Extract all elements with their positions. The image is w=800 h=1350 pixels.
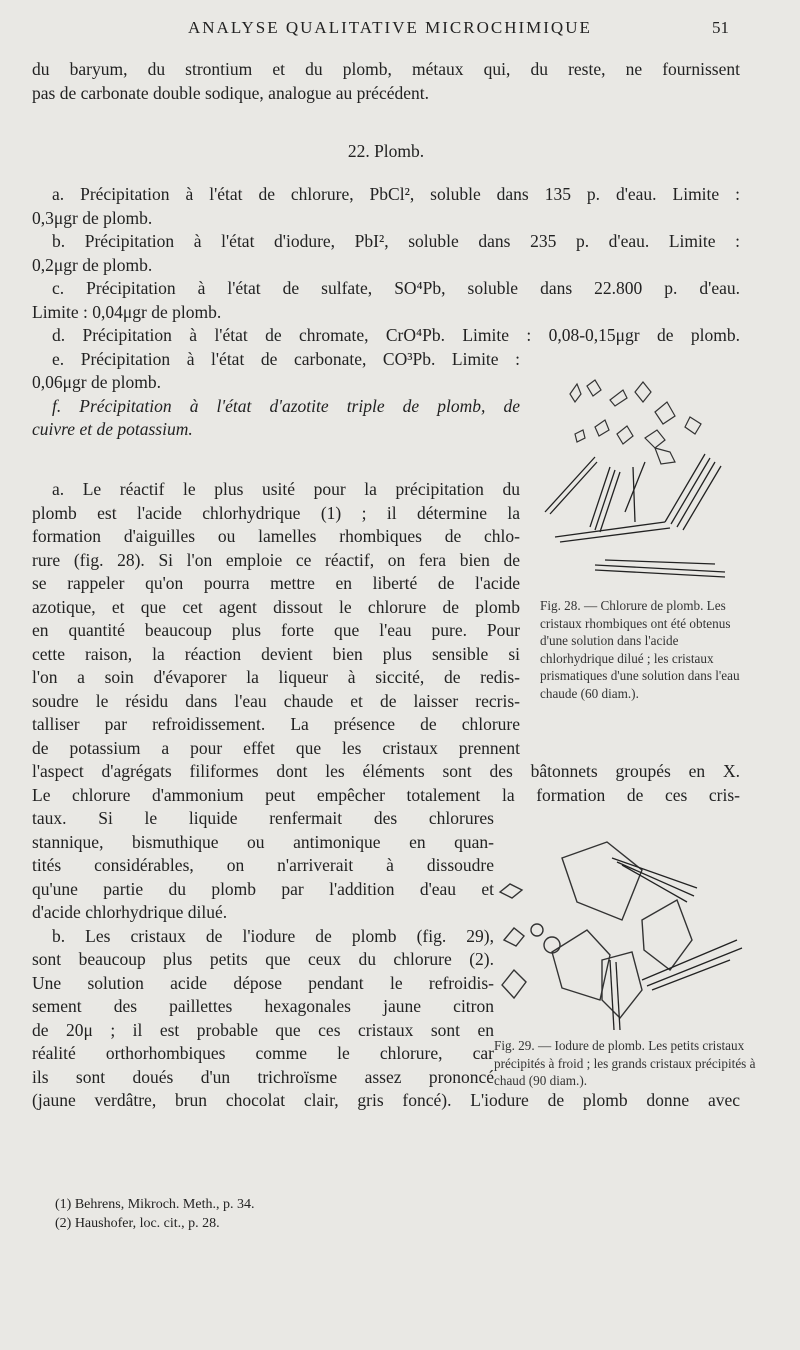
lead-iodide-crystals-illustration [492, 840, 772, 1035]
text-line: qu'une partie du plomb par l'addition d'eau et [32, 878, 494, 899]
text-line: se rappeler qu'on pourra mettre en liberté de l'acide [32, 573, 520, 593]
running-title: ANALYSE QUALITATIVE MICROCHIMIQUE [188, 18, 592, 37]
list-item: f. Précipitation à l'état d'azotite triple de plomb, de [52, 395, 520, 416]
list-item: b. Précipitation à l'état d'iodure, PbI², soluble dans 235 p. d'eau. Limite : [52, 231, 740, 251]
list-item: c. Précipitation à l'état de sulfate, SO⁴Pb, soluble dans 22.800 p. d'eau. [52, 278, 740, 298]
figure-29-caption: Fig. 29. — Iodure de plomb. Les petits cristaux précipités à froid ; les grands cristaux précipités à chaud (90 diam.). [494, 1038, 756, 1088]
figure-29 [492, 840, 772, 1090]
text-line: plomb est l'acide chlorhydrique (1) ; il détermine la [32, 502, 520, 523]
text-line: réalité orthorhombiques comme le chlorure, car [32, 1043, 494, 1063]
text-line: d'acide chlorhydrique dilué. [32, 902, 228, 922]
lead-chloride-crystals-illustration [535, 372, 745, 592]
precipitation-list-continued [32, 348, 520, 442]
text-line: azotique, et que cet agent dissout le chlorure de plomb [32, 596, 520, 617]
text-line: soudre le résidu dans l'eau chaude et de laisser recris- [32, 690, 520, 711]
list-item: 0,06μgr de plomb. [32, 372, 161, 392]
text-line: formation d'aiguilles ou lamelles rhombiques de chlo- [32, 526, 520, 546]
figure-28 [535, 372, 745, 702]
text-line: en quantité beaucoup plus forte que l'eau pure. Pour [32, 620, 520, 640]
text-line: taux. Si le liquide renfermait des chlorures [32, 808, 494, 828]
intro-paragraph [32, 58, 740, 105]
precipitation-list [32, 183, 740, 348]
paragraph-a-full-width [32, 760, 740, 807]
footnote: (2) Haushofer, loc. cit., p. 28. [55, 1216, 220, 1231]
paragraph-b [32, 925, 494, 1090]
text-line: sement des paillettes hexagonales jaune citron [32, 996, 494, 1016]
text-line: Une solution acide dépose pendant le refroidis- [32, 972, 494, 993]
text-line: l'on a soin d'évaporer la liqueur à siccité, de redis- [32, 667, 520, 687]
footnote: (1) Behrens, Mikroch. Meth., p. 34. [55, 1197, 255, 1212]
text-line: sont beaucoup plus petits que ceux du chlorure (2). [32, 949, 494, 969]
text-line: talliser par refroidissement. La présence de chlorure [32, 714, 520, 734]
list-item: cuivre et de potassium. [32, 419, 193, 439]
paragraph-a-end [32, 807, 494, 925]
text-line: tités considérables, on n'arriverait à dissoudre [32, 855, 494, 875]
text-line: du baryum, du strontium et du plomb, métaux qui, du reste, ne fournissent [32, 59, 740, 79]
text-line: stannique, bismuthique ou antimonique en quan- [32, 831, 494, 852]
text-line: pas de carbonate double sodique, analogue au précédent. [32, 82, 429, 103]
list-item: 0,3μgr de plomb. [32, 207, 153, 228]
list-item: e. Précipitation à l'état de carbonate, CO³Pb. Limite : [52, 348, 520, 369]
text-line: b. Les cristaux de l'iodure de plomb (fig. 29), [52, 925, 494, 946]
list-item: Limite : 0,04μgr de plomb. [32, 301, 222, 322]
text-line: ils sont doués d'un trichroïsme assez prononcé [32, 1066, 494, 1087]
page-number: 51 [712, 18, 729, 37]
paragraph-a [32, 478, 520, 760]
section-title: 22. Plomb. [347, 141, 425, 161]
text-line: de potassium a pour effet que les cristaux prennent [32, 737, 520, 758]
text-line: de 20μ ; il est probable que ces cristaux sont en [32, 1019, 494, 1040]
text-line: cette raison, la réaction devient bien plus sensible si [32, 643, 520, 664]
text-line: Le chlorure d'ammonium peut empêcher totalement la formation de ces cris- [32, 784, 740, 805]
text-line: l'aspect d'agrégats filiformes dont les éléments sont des bâtonnets groupés en X. [32, 761, 740, 781]
figure-28-caption: Fig. 28. — Chlorure de plomb. Les cristaux rhombiques ont été obtenus d'une solution dans l'acide chlorhydrique dilué ; les cristaux prismatiques d'une solution dans l'eau chaude (60 diam.). [540, 598, 740, 701]
footnotes [55, 1195, 254, 1233]
list-item: 0,2μgr de plomb. [32, 254, 153, 275]
paragraph-b-full-width [32, 1089, 740, 1113]
list-item: d. Précipitation à l'état de chromate, CrO⁴Pb. Limite : 0,08-0,15μgr de plomb. [52, 325, 740, 345]
text-line: rure (fig. 28). Si l'on emploie ce réactif, on fera bien de [32, 549, 520, 570]
text-line: a. Le réactif le plus usité pour la précipitation du [52, 479, 520, 499]
list-item: a. Précipitation à l'état de chlorure, PbCl², soluble dans 135 p. d'eau. Limite : [52, 184, 740, 204]
text-line: (jaune verdâtre, brun chocolat clair, gris foncé). L'iodure de plomb donne avec [32, 1090, 740, 1110]
